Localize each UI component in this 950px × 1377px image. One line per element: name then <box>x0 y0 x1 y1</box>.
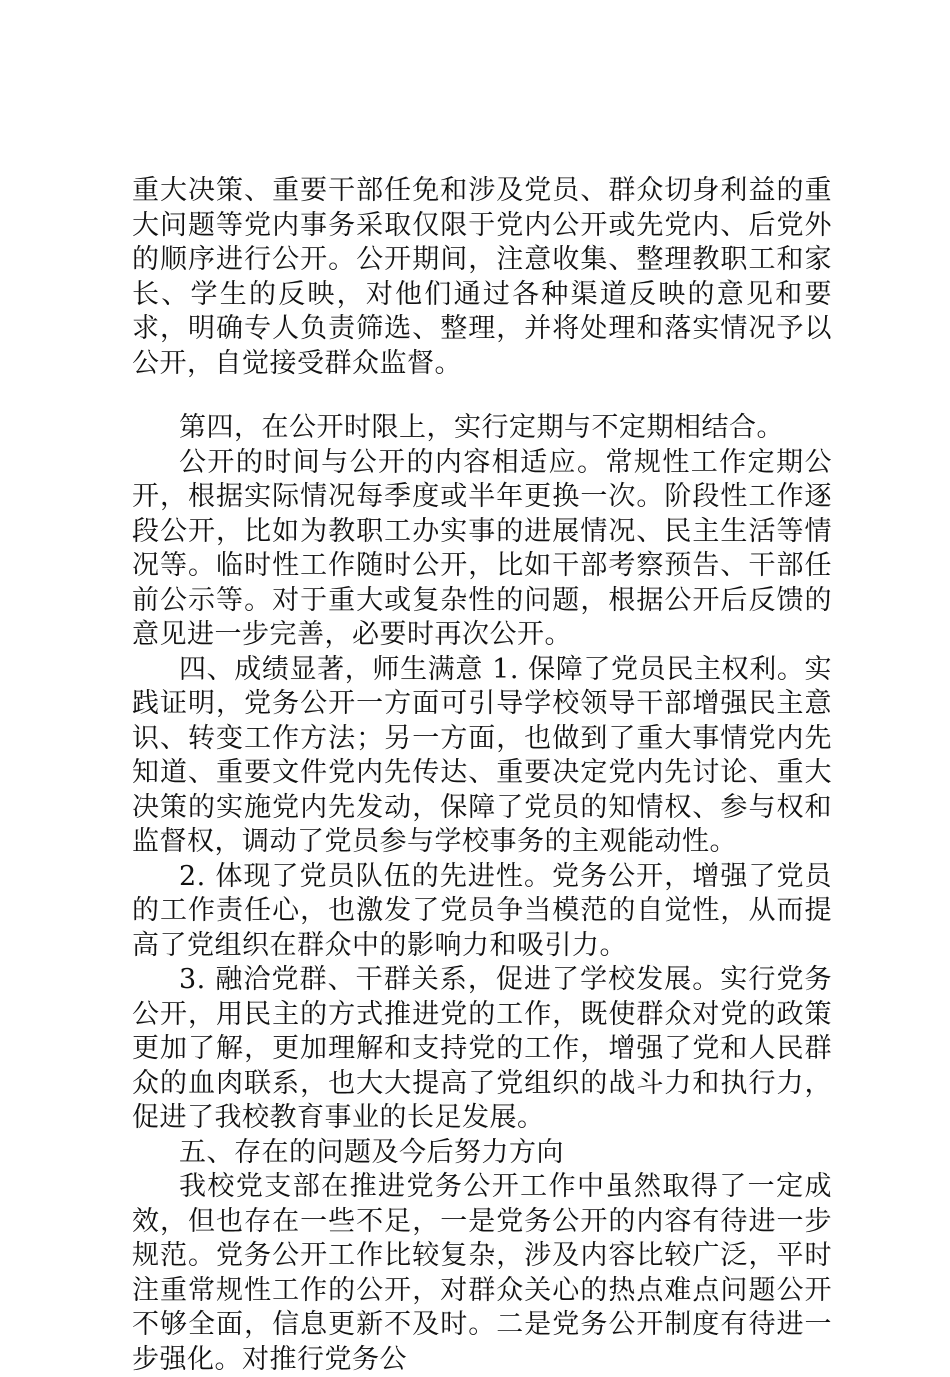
paragraph-achievements: 四、成绩显著，师生满意 1. 保障了党员民主权利。实践证明，党务公开一方面可引导学校领导干部增强民主意识、转变工作方法；另一方面，也做到了重大事情党内先知道、重要文件党内先传达、重要决定党内先讨论、重大决策的实施党内先发动，保障了党员的知情权、参与权和监督权，调动了党员参与学校事务的主观能动性。 <box>132 653 832 857</box>
paragraph-timing: 公开的时间与公开的内容相适应。常规性工作定期公开，根据实际情况每季度或半年更换一次。阶段性工作逐段公开，比如为教职工办实事的进展情况、民主生活等情况等。临时性工作随时公开，比如干部考察预告、干部任前公示等。对于重大或复杂性的问题，根据公开后反馈的意见进一步完善，必要时再次公开。 <box>132 446 832 650</box>
paragraph-point-3: 3. 融洽党群、干群关系，促进了学校发展。实行党务公开，用民主的方式推进党的工作，既使群众对党的政策更加了解，更加理解和支持党的工作，增强了党和人民群众的血肉联系，也大大提高了党组织的战斗力和执行力，促进了我校教育事业的长足发展。 <box>132 964 832 1133</box>
section-heading-five: 五、存在的问题及今后努力方向 <box>179 1136 564 1168</box>
paragraph-continuation: 重大决策、重要干部任免和涉及党员、群众切身利益的重大问题等党内事务采取仅限于党内公开或先党内、后党外的顺序进行公开。公开期间，注意收集、整理教职工和家长、学生的反映，对他们通过各种渠道反映的意见和要求，明确专人负责筛选、整理，并将处理和落实情况予以公开，自觉接受群众监督。 <box>132 175 832 379</box>
paragraph-point-2: 2. 体现了党员队伍的先进性。党务公开，增强了党员的工作责任心，也激发了党员争当模范的自觉性，从而提高了党组织在群众中的影响力和吸引力。 <box>132 860 832 961</box>
paragraph-problems: 我校党支部在推进党务公开工作中虽然取得了一定成效，但也存在一些不足，一是党务公开的内容有待进一步规范。党务公开工作比较复杂，涉及内容比较广泛，平时注重常规性工作的公开，对群众关心的热点难点问题公开不够全面，信息更新不及时。二是党务公开制度有待进一步强化。对推行党务公 <box>132 1171 832 1375</box>
paragraph-section-heading-fourth: 第四，在公开时限上，实行定期与不定期相结合。 <box>179 412 784 443</box>
document-body <box>132 174 832 1377</box>
paragraph-gap <box>132 381 832 411</box>
